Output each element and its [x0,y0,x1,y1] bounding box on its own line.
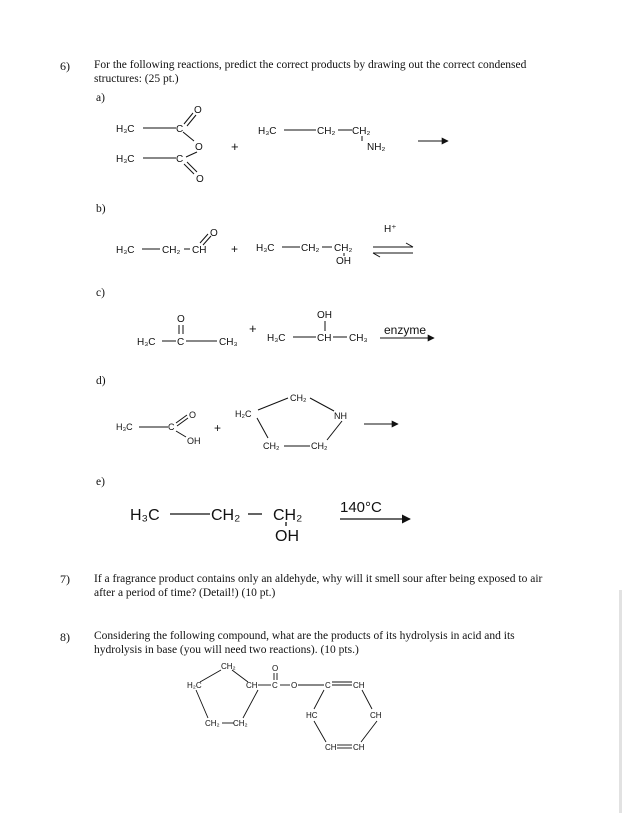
c8-ch-tr: CH [353,681,365,690]
rd-o: O [189,410,197,420]
rc-oh: OH [317,310,332,321]
reaction-e [130,499,410,545]
rd-h3c: H₃C [116,422,133,432]
scrollbar[interactable] [619,590,622,813]
re-h3c: H₃C [130,507,160,524]
ra-h3c-amine: H₃C [258,126,277,137]
ra-o-bottom: O [196,174,204,185]
rc-c: C [177,337,185,348]
rd-c: C [168,422,175,432]
c8-hc: HC [306,711,318,720]
c8-ch: CH [246,681,258,690]
c8-o-ester: O [291,681,298,690]
c8-ch-br: CH [353,743,365,752]
re-oh: OH [275,528,299,545]
c8-c-ring: C [325,681,331,690]
rc-ch: CH [317,333,332,344]
rc-ch3: CH₃ [219,337,238,348]
ra-h3c-top: H₃C [116,124,135,135]
rd-nh: NH [334,411,347,421]
rc-o: O [177,314,185,325]
part-d-label: d) [96,375,106,387]
ra-c-top: C [176,124,184,135]
re-ch2-2: CH₂ [273,507,303,524]
rd-ch2-left: CH₂ [263,441,280,451]
rd-ch2-right: CH₂ [311,441,328,451]
rb-ch2-end: CH₂ [334,243,353,254]
ra-c-bottom: C [176,154,184,165]
rd-plus: + [214,421,222,435]
rb-h3c-alcohol: H₃C [256,243,275,254]
rb-h3c: H₃C [116,245,135,256]
rb-o: O [210,228,218,239]
ra-ch2-2: CH₂ [352,126,371,137]
rc-h3c-alcohol: H₃C [267,333,286,344]
rb-catalyst: H⁺ [384,224,397,235]
rc-catalyst: enzyme [384,323,427,337]
re-ch2-1: CH₂ [211,507,241,524]
part-c-label: c) [96,287,105,299]
question-8-number: 8) [60,630,70,644]
part-b-label: b) [96,203,106,215]
c8-c-ester: C [272,681,278,690]
question-7-number: 7) [60,572,70,586]
question-7-text: If a fragrance product contains only an aldehyde, why will it smell sour after being exposed to air after a period of time? (Detail!) (10 pt.) [94,573,543,599]
part-e-label: e) [96,476,105,488]
reaction-b [116,224,413,267]
question-6-text: For the following reactions, predict the correct products by drawing out the correct condensed structures: (25 pt.) [94,59,527,85]
rc-h3c: H₃C [137,337,156,348]
ra-h3c-bottom: H₃C [116,154,135,165]
rb-ch2-alcohol: CH₂ [301,243,320,254]
reaction-c [137,310,434,348]
question-8-text: Considering the following compound, what are the products of its hydrolysis in acid and its hydrolysis in base (you will need two reactions). (10 pts.) [94,630,515,656]
reaction-a [116,105,448,185]
c8-ch2-br: CH₂ [233,719,248,728]
c8-ch2-bl: CH₂ [205,719,220,728]
c8-ch2-top: CH₂ [221,662,236,671]
ra-o-bridge: O [195,142,203,153]
c8-ch-r: CH [370,711,382,720]
c8-o-dbl: O [272,664,279,673]
c8-h2c: H₂C [187,681,202,690]
rb-ch: CH [192,245,207,256]
rb-ch2: CH₂ [162,245,181,256]
rd-ch2-top: CH₂ [290,393,307,403]
ra-nh2: NH₂ [367,142,386,153]
question-6-number: 6) [60,59,70,73]
ra-ch2-1: CH₂ [317,126,336,137]
ra-o-top: O [194,105,202,116]
rc-ch3-alcohol: CH₃ [349,333,368,344]
rc-plus: + [249,321,257,336]
rd-oh: OH [187,436,201,446]
part-a-label: a) [96,92,105,104]
c8-ch-bl: CH [325,743,337,752]
re-condition: 140°C [340,499,382,516]
compound-8-structure [187,662,382,752]
rb-oh: OH [336,256,351,267]
rb-plus: + [231,242,239,256]
rd-h2c: H₂C [235,409,252,419]
reaction-d [116,393,398,451]
ra-plus: + [231,139,239,154]
